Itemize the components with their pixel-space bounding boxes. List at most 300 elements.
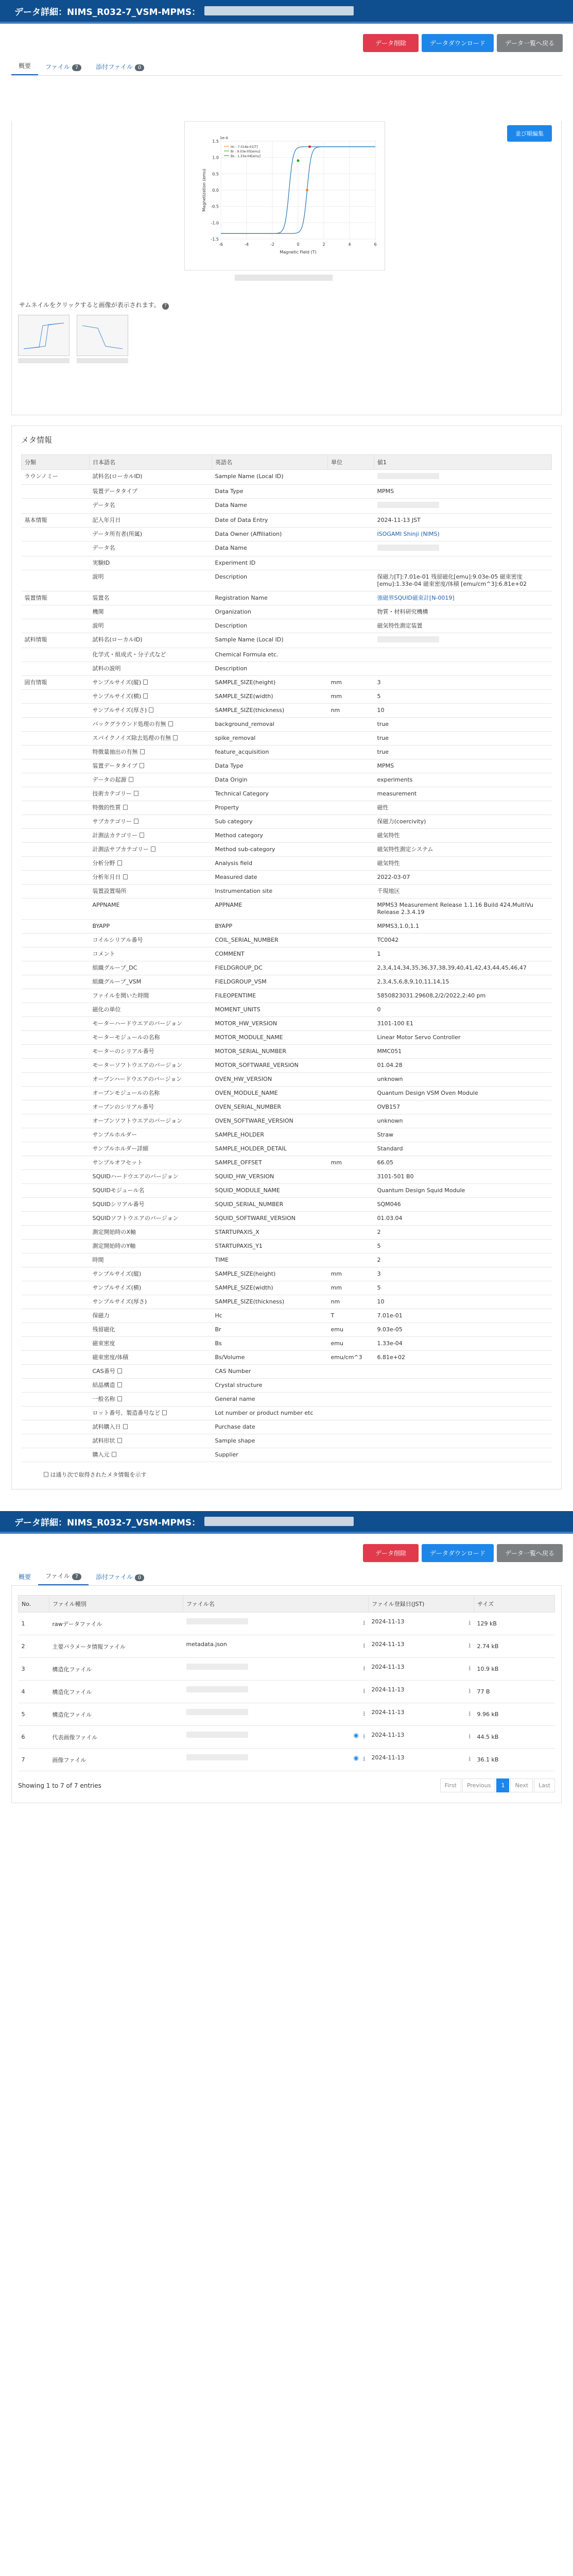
pager-first[interactable]: First — [440, 1778, 461, 1792]
metadata-cell — [374, 1295, 552, 1309]
thumbnail-image[interactable] — [77, 315, 128, 356]
metadata-cell — [22, 1240, 90, 1253]
metadata-cell-text: 磁束密度 — [92, 1340, 115, 1347]
metadata-cell-text: SQUIDモジュール名 — [92, 1187, 145, 1194]
metadata-cell-text: データ所有者(所属) — [92, 531, 143, 537]
download-button[interactable]: データダウンロード — [422, 1544, 494, 1562]
metadata-cell-text: 分析分野 — [92, 860, 115, 867]
tab-attachments-label: 添付ファイル — [96, 63, 133, 71]
metadata-cell-text: OVEN_MODULE_NAME — [215, 1090, 278, 1096]
metadata-cell — [212, 690, 328, 704]
preview-eye-icon[interactable]: ◉ — [353, 1731, 359, 1739]
file-cell — [49, 1681, 183, 1703]
file-cell — [369, 1613, 474, 1635]
download-icon[interactable]: ⭳ — [362, 1641, 366, 1650]
metadata-cell-text: Br — [215, 1326, 221, 1333]
legend-entry: Bs : 1.33e-04[emu] — [231, 155, 261, 158]
metadata-cell-text: Sub category — [215, 818, 253, 825]
download-icon[interactable]: ⭳ — [362, 1732, 366, 1740]
metadata-cell — [374, 1351, 552, 1365]
pager-next[interactable]: Next — [510, 1778, 533, 1792]
pager-previous[interactable]: Previous — [462, 1778, 496, 1792]
metadata-cell-text: APPNAME — [215, 902, 242, 908]
delete-button[interactable]: データ削除 — [363, 34, 419, 52]
file-cell — [474, 1726, 555, 1749]
metadata-cell-text: 磁気特性 — [377, 860, 400, 867]
metadata-cell — [374, 1309, 552, 1323]
thumbnail-image[interactable] — [18, 315, 70, 356]
metadata-row — [22, 787, 552, 801]
metadata-cell — [328, 1073, 374, 1087]
metadata-row — [22, 1045, 552, 1059]
metadata-cell-text: 装置情報 — [24, 595, 47, 601]
metadata-cell — [328, 787, 374, 801]
download-icon[interactable]: ⭳ — [468, 1732, 471, 1740]
tab-attachments-label: 添付ファイル — [96, 1573, 133, 1581]
metadata-cell-text: Description — [215, 665, 248, 672]
pager-last[interactable]: Last — [534, 1778, 555, 1792]
meta-column-header: 分類 — [22, 455, 90, 470]
metadata-cell-text: 試料形状 — [92, 1437, 115, 1444]
metadata-cell-text: MOTOR_SOFTWARE_VERSION — [215, 1062, 299, 1069]
metadata-cell — [374, 1073, 552, 1087]
metadata-cell-text: サンプルホルダー — [92, 1131, 137, 1138]
metadata-cell-text: 3 — [377, 679, 381, 686]
metadata-cell — [328, 1059, 374, 1073]
file-cell — [474, 1703, 555, 1726]
thumbnail-note-text: サムネイルをクリックすると画像が表示されます。 — [19, 301, 160, 309]
metadata-cell — [90, 1365, 212, 1379]
metadata-cell — [90, 759, 212, 773]
metadata-cell — [328, 759, 374, 773]
metadata-row — [22, 499, 552, 514]
metadata-cell — [22, 885, 90, 899]
metadata-row — [22, 1406, 552, 1420]
metadata-cell-text: サンプルサイズ(縦) — [92, 679, 142, 686]
metadata-row — [22, 1156, 552, 1170]
download-icon[interactable]: ⭳ — [468, 1755, 471, 1763]
metadata-cell-text: スパイクノイズ除去処理の有無 — [92, 735, 171, 741]
metadata-cell-text: SAMPLE_HOLDER_DETAIL — [215, 1145, 287, 1152]
metadata-row — [22, 1295, 552, 1309]
metadata-row — [22, 773, 552, 787]
download-icon[interactable]: ⭳ — [468, 1709, 471, 1718]
metadata-cell — [374, 773, 552, 787]
metadata-cell — [374, 499, 552, 514]
document-icon — [123, 874, 128, 879]
metadata-row — [22, 1309, 552, 1323]
metadata-cell-text: true — [377, 721, 389, 727]
tab-overview[interactable]: 概要 — [19, 1573, 31, 1581]
file-cell-text: 9.96 kB — [477, 1711, 499, 1718]
metadata-cell — [22, 1045, 90, 1059]
metadata-row — [22, 648, 552, 662]
metadata-cell — [212, 591, 328, 605]
metadata-cell — [212, 704, 328, 718]
file-cell-text: 構造化ファイル — [52, 1711, 92, 1718]
back-to-list-button[interactable]: データ一覧へ戻る — [497, 34, 563, 52]
metadata-cell-text: FIELDGROUP_DC — [215, 964, 263, 971]
metadata-cell-text: モーターのシリアル番号 — [92, 1048, 154, 1055]
download-button[interactable]: データダウンロード — [422, 34, 494, 52]
metadata-row — [22, 801, 552, 815]
metadata-cell — [374, 1017, 552, 1031]
metadata-cell — [374, 1003, 552, 1017]
metadata-cell — [328, 815, 374, 829]
metadata-cell-text: 01.04.28 — [377, 1062, 403, 1069]
metadata-cell — [90, 1156, 212, 1170]
metadata-cell-text: サンプルサイズ(横) — [92, 1284, 142, 1291]
metadata-cell — [22, 591, 90, 605]
metadata-cell — [374, 1212, 552, 1226]
metadata-cell — [90, 1170, 212, 1184]
metadata-cell — [328, 676, 374, 690]
file-row — [19, 1726, 555, 1749]
metadata-cell — [374, 470, 552, 485]
metadata-cell-text: measurement — [377, 790, 417, 797]
metadata-cell — [328, 1337, 374, 1351]
metadata-row — [22, 1240, 552, 1253]
metadata-cell — [374, 1114, 552, 1128]
metadata-cell — [212, 1156, 328, 1170]
download-icon[interactable]: ⭳ — [362, 1687, 366, 1695]
metadata-cell — [22, 1156, 90, 1170]
metadata-cell — [374, 934, 552, 947]
metadata-cell-text: Chemical Formula etc. — [215, 651, 279, 658]
metadata-cell — [212, 1198, 328, 1212]
metadata-cell — [374, 1198, 552, 1212]
overview-panel — [11, 121, 562, 415]
y-tick-label: 1.5 — [212, 139, 219, 144]
metadata-cell — [90, 871, 212, 885]
download-icon[interactable]: ⭳ — [468, 1641, 471, 1650]
metadata-cell — [22, 745, 90, 759]
file-cell-text: 2024-11-13 — [371, 1618, 405, 1625]
download-icon[interactable]: ⭳ — [362, 1755, 366, 1763]
metadata-cell-text: サンプルサイズ(厚さ) — [92, 1298, 147, 1305]
metadata-cell-text: Sample Name (Local ID) — [215, 636, 284, 643]
metadata-cell-text: 2024-11-13 JST — [377, 517, 421, 523]
metadata-row — [22, 1226, 552, 1240]
metadata-cell — [212, 885, 328, 899]
tab-overview[interactable]: 概要 — [11, 61, 38, 75]
document-icon — [162, 1410, 167, 1415]
metadata-cell — [22, 1128, 90, 1142]
document-icon — [123, 1424, 128, 1429]
metadata-cell — [212, 570, 328, 591]
download-icon[interactable]: ⭳ — [362, 1664, 366, 1672]
metadata-cell — [22, 829, 90, 843]
document-icon — [173, 735, 178, 740]
files-column-header: No. — [19, 1596, 49, 1613]
metadata-cell-text: Date of Data Entry — [215, 517, 268, 523]
metadata-cell-text: BYAPP — [215, 923, 233, 929]
metadata-row — [22, 1142, 552, 1156]
metadata-cell-text: MPMS — [377, 488, 394, 495]
metadata-cell — [328, 975, 374, 989]
metadata-cell — [328, 1170, 374, 1184]
tab-files[interactable] — [38, 1571, 89, 1585]
metadata-cell — [328, 1393, 374, 1406]
y-tick-label: 0.5 — [212, 172, 219, 177]
metadata-cell — [90, 1114, 212, 1128]
file-cell — [49, 1613, 183, 1635]
legend-entry: Br : 9.03e-05[emu] — [231, 150, 261, 154]
entries-info: Showing 1 to 7 of 7 entries — [18, 1782, 101, 1789]
delete-button[interactable]: データ削除 — [363, 1544, 419, 1562]
metadata-cell-text: BYAPP — [92, 923, 110, 929]
metadata-cell-text: 磁気特性 — [377, 832, 400, 839]
metadata-cell — [374, 1128, 552, 1142]
metadata-cell — [328, 1087, 374, 1100]
metadata-cell-text: モーターハードウエアのバージョン — [92, 1020, 183, 1027]
metadata-cell-text: MMC051 — [377, 1048, 402, 1055]
metadata-cell — [212, 1365, 328, 1379]
metadata-cell-text: Lot number or product number etc — [215, 1410, 314, 1416]
metadata-cell-text: Method category — [215, 832, 263, 839]
metadata-cell — [90, 485, 212, 499]
metadata-cell — [374, 857, 552, 871]
file-cell — [183, 1726, 369, 1749]
metadata-cell-text: 3101-501 B0 — [377, 1173, 414, 1180]
metadata-cell — [22, 1198, 90, 1212]
metadata-row — [22, 1017, 552, 1031]
metadata-cell-text: feature_acquisition — [215, 749, 269, 755]
metadata-cell — [328, 1100, 374, 1114]
metadata-cell — [22, 1226, 90, 1240]
file-cell — [369, 1658, 474, 1681]
metadata-cell-text: Data Origin — [215, 776, 248, 783]
download-icon[interactable]: ⭳ — [362, 1619, 366, 1627]
metadata-cell-text: true — [377, 749, 389, 755]
metadata-row — [22, 556, 552, 570]
metadata-row — [22, 920, 552, 934]
metadata-cell — [90, 1309, 212, 1323]
metadata-cell-text: 特徴的性質 — [92, 804, 121, 811]
metadata-cell — [328, 1142, 374, 1156]
filename-redacted — [186, 1732, 248, 1738]
metadata-cell — [22, 648, 90, 662]
metadata-cell-text: コイルシリアル番号 — [92, 937, 143, 943]
file-cell — [474, 1749, 555, 1771]
download-icon[interactable]: ⭳ — [362, 1709, 366, 1718]
metadata-cell — [22, 1142, 90, 1156]
metadata-cell-text: データ名 — [92, 545, 115, 551]
pager-1[interactable]: 1 — [496, 1778, 509, 1792]
metadata-cell-text: MOTOR_MODULE_NAME — [215, 1034, 283, 1041]
metadata-cell-text: 6.81e+02 — [377, 1354, 405, 1361]
document-icon — [117, 1368, 122, 1374]
metadata-row — [22, 1100, 552, 1114]
metadata-cell-text: データ名 — [92, 502, 115, 509]
back-to-list-button[interactable]: データ一覧へ戻る — [497, 1544, 563, 1562]
metadata-cell — [212, 676, 328, 690]
metadata-cell — [374, 591, 552, 605]
metadata-cell — [374, 1087, 552, 1100]
thumbnail-item[interactable] — [18, 315, 70, 363]
download-icon[interactable]: ⭳ — [468, 1664, 471, 1672]
metadata-cell — [212, 1253, 328, 1267]
tab-files-label: ファイル — [45, 1572, 70, 1580]
metadata-cell-text: SAMPLE_SIZE(height) — [215, 1270, 276, 1277]
pagination — [440, 1778, 555, 1792]
meta-column-header: 値1 — [374, 455, 552, 470]
metadata-cell — [374, 801, 552, 815]
metadata-cell — [90, 499, 212, 514]
metadata-cell-text: SAMPLE_HOLDER — [215, 1131, 265, 1138]
metadata-cell — [22, 871, 90, 885]
metadata-row — [22, 745, 552, 759]
metadata-cell — [22, 947, 90, 961]
representative-image[interactable] — [184, 121, 385, 270]
metadata-cell — [328, 1365, 374, 1379]
help-icon[interactable]: ? — [162, 303, 169, 310]
metadata-cell-text: 試料名(ローカルID) — [92, 636, 143, 643]
metadata-cell — [212, 815, 328, 829]
metadata-cell — [90, 745, 212, 759]
tab-attachments[interactable] — [89, 62, 151, 75]
attach-count-badge: 0 — [135, 1574, 144, 1581]
metadata-cell-text: 装置設置場所 — [92, 888, 127, 894]
metadata-cell — [22, 1420, 90, 1434]
metadata-cell-text: 01.03.04 — [377, 1215, 403, 1222]
metadata-row — [22, 885, 552, 899]
metadata-cell — [212, 1212, 328, 1226]
document-icon — [151, 846, 155, 852]
metadata-cell — [374, 745, 552, 759]
metadata-cell — [374, 633, 552, 648]
metadata-row — [22, 871, 552, 885]
metadata-cell — [22, 556, 90, 570]
legend-entry: Hc : 7.014e-01[T] — [231, 145, 258, 149]
file-cell-text: rawデータファイル — [52, 1620, 102, 1628]
meta-column-header: 単位 — [328, 455, 374, 470]
file-cell-text: 主要パラメータ情報ファイル — [52, 1643, 126, 1650]
metadata-cell — [328, 499, 374, 514]
metadata-row — [22, 1170, 552, 1184]
metadata-row — [22, 528, 552, 541]
metadata-row — [22, 1073, 552, 1087]
download-icon[interactable]: ⭳ — [468, 1619, 471, 1627]
metadata-cell-text: MOTOR_HW_VERSION — [215, 1020, 277, 1027]
metadata-cell-text: 10 — [377, 1298, 385, 1305]
metadata-cell-text: 残留磁化 — [92, 1326, 115, 1333]
metadata-cell-text: Technical Category — [215, 790, 269, 797]
metadata-cell — [212, 1170, 328, 1184]
file-cell-text: 構造化ファイル — [52, 1688, 92, 1696]
metadata-cell — [22, 1212, 90, 1226]
metadata-cell — [22, 1351, 90, 1365]
metadata-cell — [22, 1379, 90, 1393]
metadata-cell — [22, 514, 90, 528]
metadata-cell-text: SAMPLE_SIZE(thickness) — [215, 1298, 285, 1305]
metadata-cell — [212, 1100, 328, 1114]
metadata-cell-text: 千現地区 — [377, 888, 400, 894]
tab-attachments[interactable] — [89, 1572, 151, 1585]
file-cell — [49, 1749, 183, 1771]
metadata-cell — [374, 690, 552, 704]
metadata-cell — [374, 1393, 552, 1406]
sort-order-button[interactable]: 並び順編集 — [507, 125, 552, 142]
metadata-cell — [90, 1017, 212, 1031]
files-page-header — [0, 1511, 573, 1534]
metadata-cell — [212, 773, 328, 787]
metadata-cell — [212, 961, 328, 975]
metadata-cell-text: mm — [331, 1159, 342, 1166]
metadata-cell-text: 試料の説明 — [92, 665, 121, 672]
file-cell-text: 2 — [21, 1643, 25, 1650]
metadata-cell — [374, 1406, 552, 1420]
metadata-cell — [90, 633, 212, 648]
hc-marker — [306, 189, 308, 192]
metadata-cell — [22, 961, 90, 975]
x-tick-label: 4 — [348, 242, 351, 247]
metadata-cell — [22, 1003, 90, 1017]
metadata-cell-text: 組織グループ_DC — [92, 964, 137, 971]
metadata-row — [22, 485, 552, 499]
metadata-row — [22, 947, 552, 961]
x-tick-label: -6 — [219, 242, 223, 247]
file-cell — [369, 1635, 474, 1658]
metadata-cell-text: Quantum Design VSM Oven Module — [377, 1090, 478, 1096]
metadata-cell — [328, 745, 374, 759]
metadata-cell — [212, 871, 328, 885]
metadata-cell-text: CAS Number — [215, 1368, 251, 1375]
metadata-cell — [22, 1337, 90, 1351]
file-cell — [19, 1635, 49, 1658]
metadata-cell — [328, 1295, 374, 1309]
metadata-cell — [212, 1420, 328, 1434]
metadata-cell-text: COIL_SERIAL_NUMBER — [215, 937, 279, 943]
metadata-row — [22, 732, 552, 745]
thumbnail-item[interactable] — [77, 315, 128, 363]
download-icon[interactable]: ⭳ — [468, 1687, 471, 1695]
metadata-cell-text: 説明 — [92, 622, 104, 629]
metadata-cell — [212, 648, 328, 662]
metadata-cell — [212, 1393, 328, 1406]
metadata-cell-text: 実験ID — [92, 560, 110, 566]
metadata-cell-text: 分析年月日 — [92, 874, 121, 880]
metadata-legend — [42, 1470, 531, 1479]
metadata-row — [22, 1379, 552, 1393]
metadata-cell — [212, 619, 328, 633]
metadata-cell — [328, 633, 374, 648]
hysteresis-chart — [185, 122, 385, 270]
metadata-cell — [328, 1017, 374, 1031]
files-column-header: サイズ — [474, 1596, 555, 1613]
metadata-cell — [328, 1128, 374, 1142]
metadata-cell — [328, 1351, 374, 1365]
metadata-cell-text: 保磁力 — [92, 1312, 110, 1319]
file-cell — [19, 1749, 49, 1771]
metadata-row — [22, 1003, 552, 1017]
metadata-cell — [328, 662, 374, 676]
metadata-cell — [22, 759, 90, 773]
metadata-cell — [212, 470, 328, 485]
thumbnail-note — [19, 300, 561, 310]
metadata-cell-text: SAMPLE_SIZE(width) — [215, 1284, 273, 1291]
preview-eye-icon[interactable]: ◉ — [353, 1754, 359, 1761]
metadata-cell — [328, 1434, 374, 1448]
metadata-cell — [374, 1434, 552, 1448]
file-cell — [369, 1749, 474, 1771]
metadata-cell — [328, 885, 374, 899]
tab-files[interactable] — [38, 62, 89, 75]
metadata-cell — [328, 514, 374, 528]
metadata-cell-text: MOTOR_SERIAL_NUMBER — [215, 1048, 287, 1055]
metadata-row — [22, 815, 552, 829]
metadata-cell — [90, 815, 212, 829]
